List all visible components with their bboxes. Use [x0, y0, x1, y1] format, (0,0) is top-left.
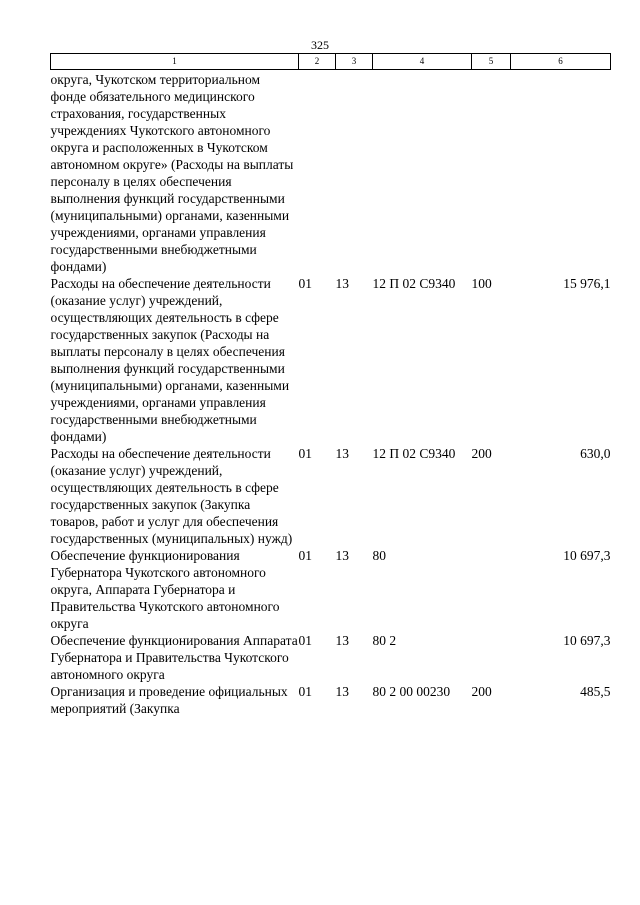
- row-name: Организация и проведение официальных мероприятий (Закупка: [50, 684, 288, 716]
- column-header-3: 3: [336, 54, 373, 70]
- row-name: Расходы на обеспечение деятельности (оказание услуг) учреждений, осуществляющих деятельность в сфере государственных закупок (Расходы на выплаты персоналу в целях обеспечения выполнения функций государственными (муниципальными) органами, казенными учреждениями, органами управления государственными внебюджетными фондами): [50, 276, 290, 444]
- row-amount: 10 697,3: [563, 548, 611, 563]
- row-amount: 15 976,1: [563, 276, 611, 291]
- table-row: [51, 445, 611, 547]
- row-subsection: 13: [335, 684, 349, 699]
- table-row: [51, 547, 611, 632]
- row-name: Расходы на обеспечение деятельности (оказание услуг) учреждений, осуществляющих деятельность в сфере государственных закупок (Закупка товаров, работ и услуг для обеспечения государственных (муниципальных) нужд): [50, 446, 293, 546]
- row-section: [299, 70, 336, 276]
- row-section: 01: [298, 684, 312, 699]
- table-row: [51, 632, 611, 683]
- row-expense-type: 100: [471, 276, 492, 291]
- row-target-code: 80 2: [372, 633, 397, 648]
- row-name: Обеспечение функционирования Аппарата Губернатора и Правительства Чукотского автономного округа: [50, 633, 298, 682]
- row-subsection: 13: [335, 548, 349, 563]
- row-target-code: 80: [372, 548, 386, 563]
- row-name: Обеспечение функционирования Губернатора Чукотского автономного округа, Аппарата Губернатора и Правительства Чукотского автономного округа: [50, 548, 280, 631]
- table-row: [51, 275, 611, 445]
- row-expense-type: [472, 70, 511, 276]
- row-expense-type: 200: [471, 684, 492, 699]
- column-header-1: 1: [51, 54, 299, 70]
- column-header-5: 5: [472, 54, 511, 70]
- page-number: 325: [311, 38, 329, 52]
- row-amount: 485,5: [580, 684, 611, 699]
- row-section: 01: [298, 633, 312, 648]
- row-section: 01: [298, 276, 312, 291]
- row-amount: 630,0: [580, 446, 611, 461]
- row-section: 01: [298, 446, 312, 461]
- row-target-code: 80 2 00 00230: [372, 684, 451, 699]
- row-amount: 10 697,3: [563, 633, 611, 648]
- row-subsection: [336, 70, 373, 276]
- row-expense-type: 200: [471, 446, 492, 461]
- budget-table: [50, 53, 611, 717]
- column-header-2: 2: [299, 54, 336, 70]
- column-header-6: 6: [511, 54, 611, 70]
- row-target-code: 12 П 02 С9340: [372, 446, 456, 461]
- row-expense-type: [472, 632, 511, 683]
- column-number-row: [51, 54, 611, 70]
- row-subsection: 13: [335, 276, 349, 291]
- row-subsection: 13: [335, 633, 349, 648]
- row-subsection: 13: [335, 446, 349, 461]
- table-row: [51, 683, 611, 717]
- table-row: [51, 70, 611, 276]
- row-target-code: 12 П 02 С9340: [372, 276, 456, 291]
- row-section: 01: [298, 548, 312, 563]
- row-target-code: [373, 70, 472, 276]
- row-amount: [511, 70, 611, 276]
- column-header-4: 4: [373, 54, 472, 70]
- row-expense-type: [472, 547, 511, 632]
- row-name: округа, Чукотском территориальном фонде обязательного медицинского страхования, государственных учреждениях Чукотского автономного округа и расположенных в Чукотском автономном округе» (Расходы на выплаты персоналу в целях обеспечения выполнения функций государственными (муниципальными) органами, казенными учреждениями, органами управления государственными внебюджетными фондами): [50, 72, 294, 274]
